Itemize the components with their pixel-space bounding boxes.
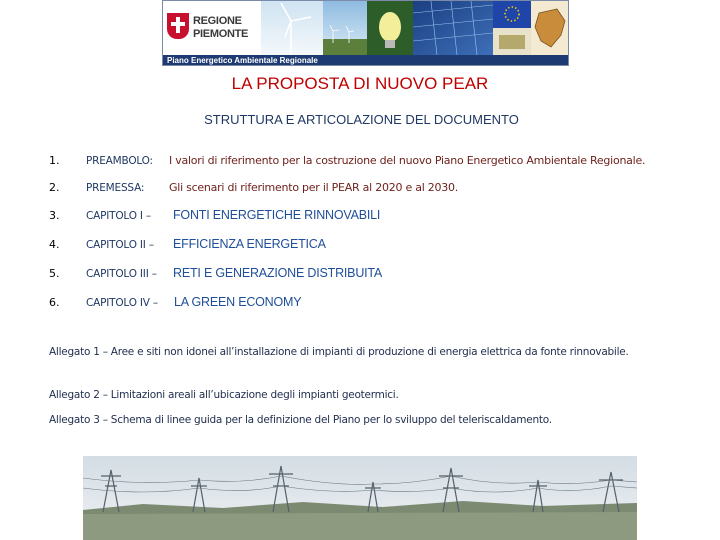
- item-label: CAPITOLO I –: [86, 210, 151, 222]
- list-item: [49, 205, 709, 225]
- item-number: 3.: [49, 209, 60, 222]
- item-description: I valori di riferimento per la costruzione del nuovo Piano Energetico Ambientale Regionale.: [169, 154, 646, 167]
- annex-item: Allegato 2 – Limitazioni areali all’ubicazione degli impianti geotermici.: [49, 389, 399, 401]
- item-number: 4.: [49, 238, 60, 251]
- wind-turbine-photo: [261, 1, 323, 55]
- item-label: CAPITOLO IV –: [86, 297, 158, 309]
- region-logo: [163, 1, 261, 55]
- list-item: [49, 292, 709, 312]
- item-description: Gli scenari di riferimento per il PEAR al 2020 e al 2030.: [169, 181, 459, 194]
- item-label: CAPITOLO III –: [86, 268, 157, 280]
- item-label: PREAMBOLO:: [86, 155, 153, 167]
- chapter-topic: FONTI ENERGETICHE RINNOVABILI: [173, 208, 381, 222]
- eu-flag-icon: [493, 1, 531, 28]
- annex-item: Allegato 3 – Schema di linee guida per la definizione del Piano per lo sviluppo del teleriscaldamento.: [49, 414, 552, 426]
- page-title: LA PROPOSTA DI NUOVO PEAR: [231, 74, 489, 93]
- banner-photo-strip: [261, 1, 569, 55]
- item-number: 1.: [49, 154, 60, 167]
- list-item: [49, 150, 709, 170]
- item-label: CAPITOLO II –: [86, 239, 154, 251]
- page-subtitle: STRUTTURA E ARTICOLAZIONE DEL DOCUMENTO: [204, 112, 519, 127]
- logo-text-line2: PIEMONTE: [193, 28, 249, 40]
- item-number: 6.: [49, 296, 60, 309]
- power-lines-photo: [83, 456, 637, 540]
- list-item: [49, 177, 709, 197]
- chapter-topic: EFFICIENZA ENERGETICA: [173, 237, 326, 251]
- banner-caption: Piano Energetico Ambientale Regionale: [163, 55, 569, 66]
- item-number: 2.: [49, 181, 60, 194]
- header-banner: [162, 0, 569, 66]
- item-label: PREMESSA:: [86, 182, 145, 194]
- region-shield-icon: [167, 13, 189, 39]
- list-item: [49, 263, 709, 283]
- list-item: [49, 234, 709, 254]
- logo-text-line1: REGIONE: [193, 15, 242, 27]
- chapter-topic: LA GREEN ECONOMY: [174, 295, 302, 309]
- chapter-topic: RETI E GENERAZIONE DISTRIBUITA: [173, 266, 383, 280]
- annex-item: Allegato 1 – Aree e siti non idonei all’installazione di impianti di produzione di energia elettrica da fonte rinnovabile.: [49, 346, 629, 358]
- lightbulb-icon: [379, 12, 401, 42]
- item-number: 5.: [49, 267, 60, 280]
